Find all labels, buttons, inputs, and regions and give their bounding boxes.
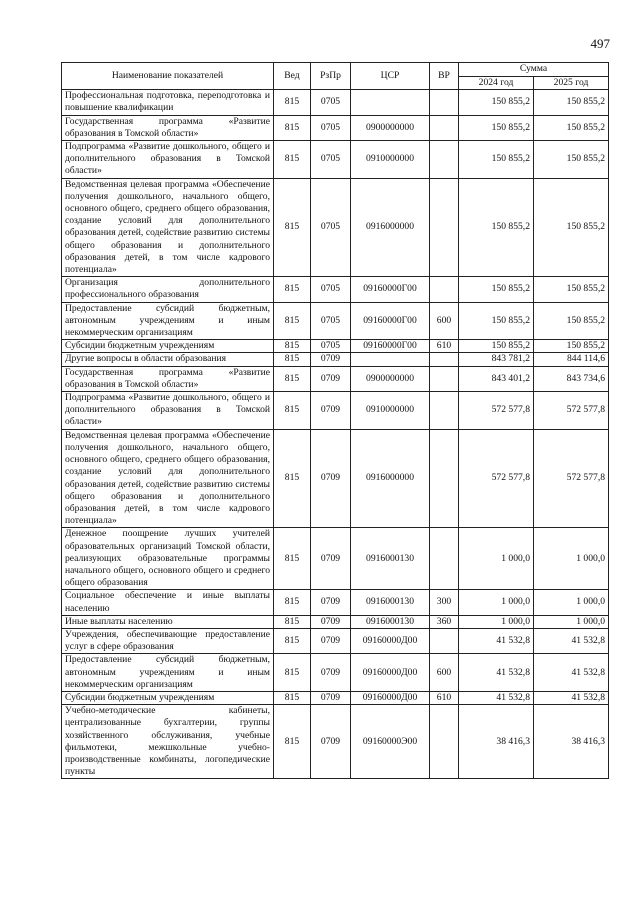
table-row — [62, 615, 609, 628]
cell-vr — [430, 178, 459, 277]
cell-rzpr: 0709 — [311, 590, 351, 615]
cell-rzpr: 0709 — [311, 392, 351, 430]
cell-rzpr: 0705 — [311, 178, 351, 277]
cell-name: Денежное поощрение лучших учителей образовательных организаций Томской области, реализующих образовательные программы начального общего, основного общего и среднего общего образования — [62, 528, 274, 590]
cell-vr — [430, 705, 459, 779]
cell-ved: 815 — [274, 353, 311, 366]
cell-rzpr: 0709 — [311, 615, 351, 628]
header-name: Наименование показателей — [62, 63, 274, 90]
cell-ved: 815 — [274, 141, 311, 179]
header-year-2025: 2025 год — [534, 77, 609, 90]
cell-sum-2024: 150 855,2 — [459, 277, 534, 302]
cell-csr: 09160000Г00 — [351, 302, 430, 340]
table-row — [62, 90, 609, 115]
cell-name: Подпрограмма «Развитие дошкольного, общего и дополнительного образования в Томской области» — [62, 141, 274, 179]
cell-vr: 610 — [430, 691, 459, 704]
cell-ved: 815 — [274, 705, 311, 779]
cell-rzpr: 0705 — [311, 115, 351, 140]
table-row — [62, 429, 609, 528]
table-row — [62, 528, 609, 590]
cell-ved: 815 — [274, 178, 311, 277]
cell-sum-2025: 1 000,0 — [534, 528, 609, 590]
header-year-2024: 2024 год — [459, 77, 534, 90]
cell-rzpr: 0709 — [311, 654, 351, 692]
table-row — [62, 277, 609, 302]
cell-rzpr: 0705 — [311, 90, 351, 115]
cell-rzpr: 0705 — [311, 302, 351, 340]
table-row — [62, 115, 609, 140]
cell-csr: 09160000Г00 — [351, 277, 430, 302]
cell-vr: 300 — [430, 590, 459, 615]
cell-ved: 815 — [274, 615, 311, 628]
cell-name: Профессиональная подготовка, переподготовка и повышение квалификации — [62, 90, 274, 115]
cell-sum-2024: 150 855,2 — [459, 302, 534, 340]
cell-sum-2025: 572 577,8 — [534, 429, 609, 528]
table-row — [62, 392, 609, 430]
cell-csr: 0916000130 — [351, 590, 430, 615]
cell-vr: 360 — [430, 615, 459, 628]
table-body — [62, 90, 609, 779]
cell-ved: 815 — [274, 340, 311, 353]
cell-name: Предоставление субсидий бюджетным, автономным учреждениям и иным некоммерческим организациям — [62, 302, 274, 340]
cell-name: Субсидии бюджетным учреждениям — [62, 340, 274, 353]
cell-sum-2024: 1 000,0 — [459, 590, 534, 615]
header-rzpr: РзПр — [311, 63, 351, 90]
cell-csr: 09160000Д00 — [351, 628, 430, 653]
table-header — [62, 63, 609, 90]
cell-sum-2024: 38 416,3 — [459, 705, 534, 779]
table-row — [62, 353, 609, 366]
cell-rzpr: 0709 — [311, 353, 351, 366]
cell-csr: 0900000000 — [351, 366, 430, 391]
cell-vr — [430, 90, 459, 115]
header-csr: ЦСР — [351, 63, 430, 90]
cell-sum-2024: 150 855,2 — [459, 90, 534, 115]
table-row — [62, 590, 609, 615]
table-row — [62, 628, 609, 653]
cell-sum-2025: 150 855,2 — [534, 340, 609, 353]
cell-vr: 600 — [430, 654, 459, 692]
cell-sum-2024: 150 855,2 — [459, 340, 534, 353]
cell-ved: 815 — [274, 429, 311, 528]
cell-vr — [430, 366, 459, 391]
table-row — [62, 366, 609, 391]
cell-rzpr: 0709 — [311, 628, 351, 653]
header-ved: Вед — [274, 63, 311, 90]
cell-name: Социальное обеспечение и иные выплаты населению — [62, 590, 274, 615]
cell-sum-2025: 41 532,8 — [534, 691, 609, 704]
cell-rzpr: 0705 — [311, 340, 351, 353]
cell-csr — [351, 90, 430, 115]
cell-sum-2025: 1 000,0 — [534, 615, 609, 628]
header-vr: ВР — [430, 63, 459, 90]
table-row — [62, 654, 609, 692]
table-row — [62, 340, 609, 353]
cell-vr — [430, 628, 459, 653]
cell-sum-2025: 843 734,6 — [534, 366, 609, 391]
cell-csr: 0916000130 — [351, 528, 430, 590]
table-row — [62, 705, 609, 779]
cell-name: Организация дополнительного профессионального образования — [62, 277, 274, 302]
cell-csr: 0900000000 — [351, 115, 430, 140]
cell-sum-2024: 150 855,2 — [459, 115, 534, 140]
cell-sum-2025: 150 855,2 — [534, 277, 609, 302]
cell-sum-2025: 844 114,6 — [534, 353, 609, 366]
cell-ved: 815 — [274, 590, 311, 615]
cell-name: Учебно-методические кабинеты, централизованные бухгалтерии, группы хозяйственного обслуживания, учебные фильмотеки, межшкольные учебно-производственные комбинаты, логопедические пункты — [62, 705, 274, 779]
cell-ved: 815 — [274, 277, 311, 302]
cell-csr: 09160000Д00 — [351, 654, 430, 692]
cell-csr: 0910000000 — [351, 141, 430, 179]
cell-ved: 815 — [274, 90, 311, 115]
header-sum: Сумма — [459, 63, 609, 77]
cell-csr: 0916000130 — [351, 615, 430, 628]
cell-vr — [430, 429, 459, 528]
cell-ved: 815 — [274, 628, 311, 653]
cell-sum-2024: 572 577,8 — [459, 429, 534, 528]
cell-name: Подпрограмма «Развитие дошкольного, общего и дополнительного образования в Томской области» — [62, 392, 274, 430]
cell-sum-2024: 41 532,8 — [459, 691, 534, 704]
cell-vr — [430, 277, 459, 302]
cell-name: Иные выплаты населению — [62, 615, 274, 628]
cell-csr: 0916000000 — [351, 178, 430, 277]
cell-rzpr: 0709 — [311, 528, 351, 590]
cell-rzpr: 0705 — [311, 141, 351, 179]
cell-vr — [430, 392, 459, 430]
table-row — [62, 691, 609, 704]
cell-ved: 815 — [274, 366, 311, 391]
cell-vr: 610 — [430, 340, 459, 353]
table-row — [62, 178, 609, 277]
cell-sum-2024: 150 855,2 — [459, 141, 534, 179]
cell-vr — [430, 353, 459, 366]
cell-ved: 815 — [274, 528, 311, 590]
table-row — [62, 302, 609, 340]
cell-sum-2025: 41 532,8 — [534, 628, 609, 653]
cell-name: Государственная программа «Развитие образования в Томской области» — [62, 366, 274, 391]
cell-vr: 600 — [430, 302, 459, 340]
cell-vr — [430, 528, 459, 590]
cell-sum-2025: 150 855,2 — [534, 178, 609, 277]
page-number: 497 — [590, 36, 610, 51]
cell-csr: 09160000Г00 — [351, 340, 430, 353]
cell-rzpr: 0709 — [311, 366, 351, 391]
table-row — [62, 141, 609, 179]
cell-vr — [430, 141, 459, 179]
cell-sum-2024: 150 855,2 — [459, 178, 534, 277]
cell-rzpr: 0709 — [311, 691, 351, 704]
cell-sum-2025: 150 855,2 — [534, 302, 609, 340]
cell-sum-2024: 843 781,2 — [459, 353, 534, 366]
cell-csr: 09160000Д00 — [351, 691, 430, 704]
cell-name: Предоставление субсидий бюджетным, автономным учреждениям и иным некоммерческим организациям — [62, 654, 274, 692]
cell-sum-2024: 41 532,8 — [459, 628, 534, 653]
cell-ved: 815 — [274, 392, 311, 430]
cell-rzpr: 0709 — [311, 705, 351, 779]
cell-ved: 815 — [274, 691, 311, 704]
cell-csr: 0916000000 — [351, 429, 430, 528]
cell-sum-2024: 843 401,2 — [459, 366, 534, 391]
cell-ved: 815 — [274, 654, 311, 692]
cell-name: Другие вопросы в области образования — [62, 353, 274, 366]
cell-rzpr: 0705 — [311, 277, 351, 302]
cell-sum-2024: 1 000,0 — [459, 615, 534, 628]
cell-vr — [430, 115, 459, 140]
cell-name: Ведомственная целевая программа «Обеспечение получения дошкольного, начального общего, основного общего, среднего общего образования, создание условий для дополнительного образования детей, содействие развитию системы общего образования и дополнительного образования детей, в том числе кадрового потенциала» — [62, 429, 274, 528]
cell-rzpr: 0709 — [311, 429, 351, 528]
cell-csr — [351, 353, 430, 366]
cell-name: Государственная программа «Развитие образования в Томской области» — [62, 115, 274, 140]
cell-ved: 815 — [274, 115, 311, 140]
cell-sum-2024: 572 577,8 — [459, 392, 534, 430]
cell-sum-2025: 150 855,2 — [534, 141, 609, 179]
cell-sum-2025: 1 000,0 — [534, 590, 609, 615]
cell-sum-2025: 38 416,3 — [534, 705, 609, 779]
cell-name: Ведомственная целевая программа «Обеспечение получения дошкольного, начального общего, основного общего, среднего общего образования, создание условий для дополнительного образования детей, содействие развитию системы общего образования и дополнительного образования детей, в том числе кадрового потенциала» — [62, 178, 274, 277]
cell-sum-2024: 41 532,8 — [459, 654, 534, 692]
cell-csr: 0910000000 — [351, 392, 430, 430]
cell-csr: 09160000Э00 — [351, 705, 430, 779]
cell-sum-2025: 150 855,2 — [534, 115, 609, 140]
cell-name: Субсидии бюджетным учреждениям — [62, 691, 274, 704]
budget-table — [61, 62, 609, 779]
cell-sum-2024: 1 000,0 — [459, 528, 534, 590]
cell-sum-2025: 150 855,2 — [534, 90, 609, 115]
cell-sum-2025: 41 532,8 — [534, 654, 609, 692]
cell-ved: 815 — [274, 302, 311, 340]
cell-name: Учреждения, обеспечивающие предоставление услуг в сфере образования — [62, 628, 274, 653]
cell-sum-2025: 572 577,8 — [534, 392, 609, 430]
